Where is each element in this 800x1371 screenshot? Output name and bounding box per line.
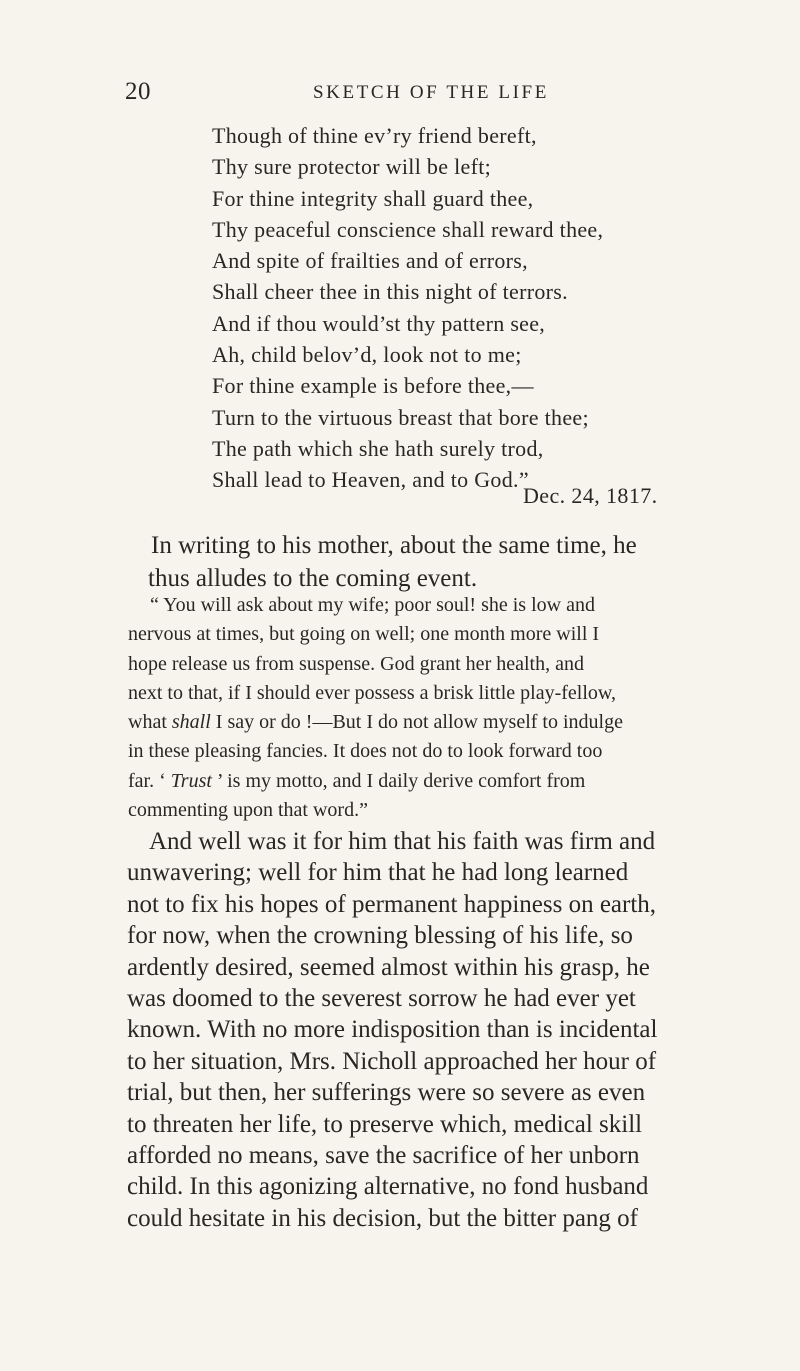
paragraph-line: known. With no more indisposition than is incidental — [127, 1016, 658, 1044]
poem-line: For thine example is before thee,— — [212, 373, 534, 399]
quotation-line: hope release us from suspense. God grant her health, and — [128, 652, 584, 675]
poem-line: Shall cheer thee in this night of terrors. — [212, 279, 568, 305]
quotation-line — [128, 708, 768, 737]
quotation-line: nervous at times, but going on well; one month more will I — [128, 623, 600, 646]
intro-paragraph — [148, 529, 768, 595]
quotation-text: far. ‘ — [128, 769, 171, 792]
quotation-line: “ You will ask about my wife; poor soul! she is low and — [150, 594, 595, 616]
quotation-line: next to that, if I should ever possess a brisk little play-fellow, — [128, 681, 617, 704]
poem-line: For thine integrity shall guard thee, — [212, 185, 534, 211]
poem-date: Dec. 24, 1817. — [523, 483, 658, 508]
poem-line: Though of thine ev’ry friend bereft, — [212, 123, 537, 148]
poem-line: And if thou would’st thy pattern see, — [212, 310, 546, 336]
paragraph-line: not to fix his hopes of permanent happiness on earth, — [127, 890, 657, 918]
quotation-text: what — [128, 711, 172, 734]
poem-line: Ah, child belov’d, look not to me; — [212, 342, 522, 368]
paragraph-line: And well was it for him that his faith was firm and — [149, 828, 656, 855]
poem-line: Thy peaceful conscience shall reward thee, — [212, 216, 604, 242]
page-number: 20 — [125, 78, 151, 105]
quotation-text: I say or do !—But I do not allow myself to indulge — [210, 711, 623, 734]
paragraph-line: trial, but then, her sufferings were so severe as even — [127, 1079, 646, 1107]
paragraph-line: In writing to his mother, about the same time, he — [151, 532, 637, 559]
quotation-line: in these pleasing fancies. It does not do to look forward too — [128, 740, 603, 763]
paragraph-line: unwavering; well for him that he had long learned — [127, 859, 629, 887]
narrative-paragraph — [127, 826, 777, 1234]
paragraph-line: for now, when the crowning blessing of his life, so — [127, 922, 633, 950]
running-head: SKETCH OF THE LIFE — [313, 82, 549, 103]
letter-quotation — [128, 591, 768, 825]
paragraph-line: ardently desired, seemed almost within his grasp, he — [127, 953, 650, 981]
emphasized-word: Trust — [170, 769, 212, 792]
quotation-line: commenting upon that word.” — [128, 799, 368, 822]
paragraph-line: could hesitate in his decision, but the bitter pang of — [127, 1204, 638, 1232]
quotation-text: ’ is my motto, and I daily derive comfort from — [211, 769, 586, 792]
page-header — [125, 78, 685, 108]
paragraph-line: thus alludes to the coming event. — [148, 565, 478, 592]
poem-line: Shall lead to Heaven, and to God.” — [212, 467, 529, 493]
paragraph-line: was doomed to the severest sorrow he had ever yet — [127, 984, 636, 1012]
poem-line: Turn to the virtuous breast that bore thee; — [212, 404, 589, 430]
quotation-line — [128, 767, 768, 796]
paragraph-line: to her situation, Mrs. Nicholl approached her hour of — [127, 1047, 657, 1075]
emphasized-word: shall — [171, 711, 211, 734]
paragraph-line: to threaten her life, to preserve which, medical skill — [127, 1110, 643, 1138]
poem-line: And spite of frailties and of errors, — [212, 248, 528, 274]
poem-line: The path which she hath surely trod, — [212, 435, 544, 461]
paragraph-line: afforded no means, save the sacrifice of her unborn — [127, 1141, 640, 1169]
poem-line: Thy sure protector will be left; — [212, 154, 492, 180]
poem — [212, 120, 712, 496]
paragraph-line: child. In this agonizing alternative, no fond husband — [127, 1173, 649, 1201]
